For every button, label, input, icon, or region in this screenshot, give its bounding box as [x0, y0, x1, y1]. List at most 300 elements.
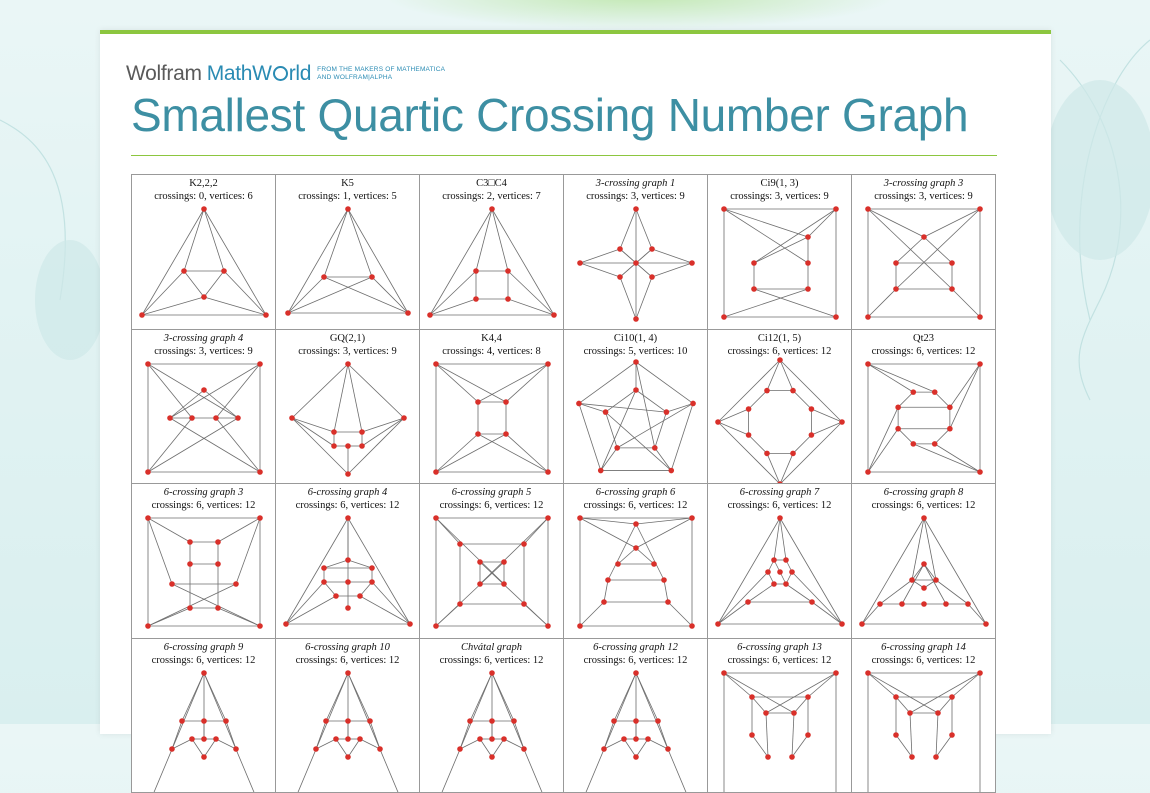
graph-vertex: [893, 286, 899, 292]
graph-title: 6-crossing graph 12: [564, 642, 707, 654]
graph-title: Ci12(1, 5): [708, 333, 851, 345]
graph-edge: [430, 271, 476, 315]
graph-vertex: [377, 746, 383, 752]
graph-edge: [324, 277, 408, 313]
graph-edge: [724, 209, 808, 237]
graph-edge: [808, 209, 836, 237]
graph-cell: [276, 484, 420, 639]
graph-vertex: [789, 569, 795, 575]
graph-vertex: [345, 515, 351, 521]
graph-edge: [749, 435, 767, 453]
graph-vertex: [949, 694, 955, 700]
graph-vertex: [907, 710, 913, 716]
graph-edge: [142, 209, 204, 315]
graph-cell: [132, 175, 276, 330]
graph-stats: crossings: 6, vertices: 12: [276, 500, 419, 512]
graph-vertex: [949, 260, 955, 266]
graph-vertex: [771, 581, 777, 587]
graph-vertex: [783, 557, 789, 563]
graph-vertex: [865, 670, 871, 676]
graph-vertex: [189, 415, 195, 421]
graph-vertex: [689, 623, 695, 629]
graph-vertex: [467, 718, 473, 724]
graph-edge: [470, 673, 492, 721]
graph-vertex: [489, 670, 495, 676]
graph-vertex: [859, 621, 865, 627]
graph-edge: [430, 299, 476, 315]
graph-vertex: [877, 601, 883, 607]
graph-vertex: [345, 736, 351, 742]
graph-edge: [910, 673, 980, 713]
graph-edge: [636, 277, 652, 319]
graph-vertex: [977, 469, 983, 475]
graph-vertex: [977, 206, 983, 212]
graph-vertex: [947, 425, 953, 431]
graph-vertex: [947, 404, 953, 410]
graph-vertex: [169, 581, 175, 587]
graph-cell: [132, 639, 276, 793]
graph-edge: [204, 209, 224, 271]
graph-vertex: [139, 312, 145, 318]
graph-edge: [204, 390, 238, 418]
graph-vertex: [921, 585, 927, 591]
graph-vertex: [764, 387, 770, 393]
graph-edge: [792, 713, 794, 757]
graph-vertex: [633, 718, 639, 724]
graph-vertex: [935, 710, 941, 716]
graph-edge: [668, 602, 692, 626]
graph-vertex: [323, 718, 329, 724]
graph-edge: [288, 209, 348, 313]
graph-stats: crossings: 6, vertices: 12: [420, 500, 563, 512]
graph-vertex: [576, 400, 582, 406]
graph-edge: [580, 518, 636, 524]
background-glow: [380, 0, 900, 30]
graph-edge: [288, 277, 372, 313]
graph-vertex: [521, 541, 527, 547]
graph-vertex: [745, 599, 751, 605]
graph-cell: [564, 639, 708, 793]
graph-edge: [524, 604, 548, 626]
graph-vertex: [690, 400, 696, 406]
graph-stats: crossings: 6, vertices: 12: [708, 346, 851, 358]
graph-edge: [811, 422, 842, 435]
graph-title: 6-crossing graph 14: [852, 642, 995, 654]
graph-vertex: [345, 754, 351, 760]
graph-edge: [292, 418, 334, 446]
graph-vertex: [977, 361, 983, 367]
graph-vertex: [235, 415, 241, 421]
graph-vertex: [689, 515, 695, 521]
graph-edge: [636, 362, 693, 403]
logo-mathworld-text: [207, 62, 311, 86]
graph-edge: [902, 564, 924, 604]
graph-edge: [286, 596, 336, 624]
graph-title: 6-crossing graph 3: [132, 487, 275, 499]
graph-vertex: [545, 361, 551, 367]
graph-vertex: [721, 670, 727, 676]
graph-vertex: [661, 577, 667, 583]
graph-vertex: [233, 746, 239, 752]
graph-vertex: [405, 310, 411, 316]
graph-vertex: [477, 581, 483, 587]
graph-vertex: [221, 268, 227, 274]
graph-vertex: [145, 361, 151, 367]
graph-edge: [868, 364, 913, 392]
graph-edge: [436, 518, 460, 544]
graph-vertex: [633, 670, 639, 676]
graph-edge: [478, 364, 548, 402]
graph-vertex: [457, 541, 463, 547]
graph-vertex: [545, 623, 551, 629]
graph-edge: [896, 735, 912, 757]
graph-title: K4,4: [420, 333, 563, 345]
graph-vertex: [895, 425, 901, 431]
globe-icon: [273, 66, 288, 81]
graph-vertex: [473, 268, 479, 274]
graph-vertex: [433, 623, 439, 629]
graph-edge: [580, 602, 604, 626]
graph-vertex: [601, 599, 607, 605]
graph-edge: [868, 673, 896, 697]
graph-vertex: [313, 746, 319, 752]
graph-edge: [950, 364, 980, 429]
graph-vertex: [331, 429, 337, 435]
graph-edge: [148, 418, 192, 472]
graph-title: 6-crossing graph 7: [708, 487, 851, 499]
graph-edge: [636, 518, 692, 524]
graph-cell: [276, 330, 420, 485]
graph-edge: [172, 584, 260, 626]
graph-cell: [420, 175, 564, 330]
graph-vertex: [501, 581, 507, 587]
graph-cell: [852, 484, 996, 639]
graph-vertex: [333, 593, 339, 599]
graph-vertex: [865, 469, 871, 475]
graph-title: GQ(2,1): [276, 333, 419, 345]
graph-edge: [924, 518, 986, 624]
graph-cell: [564, 175, 708, 330]
graph-edge: [216, 418, 260, 472]
graph-edge: [524, 518, 548, 544]
page-title: Smallest Quartic Crossing Number Graph: [131, 88, 968, 142]
graph-edge: [204, 739, 216, 757]
graph-vertex: [983, 621, 989, 627]
graph-stats: crossings: 6, vertices: 12: [708, 655, 851, 667]
graph-edge: [508, 271, 554, 315]
graph-vertex: [633, 521, 639, 527]
graph-edge: [793, 390, 811, 408]
graph-edge: [655, 447, 671, 470]
graph-vertex: [545, 469, 551, 475]
graph-vertex: [805, 234, 811, 240]
graph-vertex: [263, 312, 269, 318]
graph-edge: [348, 364, 362, 432]
graph-edge: [766, 713, 768, 757]
graph-edge: [620, 209, 636, 249]
graph-vertex: [501, 736, 507, 742]
graph-edge: [636, 739, 648, 757]
graph-edge: [348, 518, 410, 624]
graph-edge: [868, 364, 935, 392]
graph-vertex: [433, 515, 439, 521]
graph-edge: [868, 407, 898, 472]
graph-edge: [508, 299, 554, 315]
graph-vertex: [633, 359, 639, 365]
graph-edge: [935, 392, 950, 407]
graph-edge: [950, 364, 980, 407]
graph-edge: [362, 418, 404, 432]
graph-edge: [774, 518, 780, 560]
graph-title: 3-crossing graph 4: [132, 333, 275, 345]
graph-edge: [752, 697, 766, 713]
graph-vertex: [331, 443, 337, 449]
graph-stats: crossings: 6, vertices: 12: [708, 500, 851, 512]
graph-vertex: [187, 605, 193, 611]
graph-vertex: [655, 718, 661, 724]
graph-vertex: [257, 361, 263, 367]
graph-vertex: [505, 296, 511, 302]
graph-vertex: [921, 515, 927, 521]
graph-edge: [148, 364, 238, 418]
graph-edge: [480, 739, 492, 757]
graph-edge: [334, 364, 348, 432]
graph-edge: [724, 673, 752, 697]
graph-edge: [935, 443, 980, 471]
graph-cell: [852, 639, 996, 793]
logo-wolfram-text: Wolfram: [126, 62, 202, 86]
graph-vertex: [201, 294, 207, 300]
graph-edge: [718, 408, 749, 421]
graph-vertex: [665, 746, 671, 752]
graph-edge: [184, 209, 204, 271]
graph-edge: [614, 673, 636, 721]
graph-vertex: [809, 406, 815, 412]
graph-edge: [148, 518, 172, 584]
graph-vertex: [187, 561, 193, 567]
graph-vertex: [181, 268, 187, 274]
graph-vertex: [805, 694, 811, 700]
graph-vertex: [809, 432, 815, 438]
graph-stats: crossings: 3, vertices: 9: [132, 346, 275, 358]
graph-vertex: [652, 445, 658, 451]
graph-vertex: [665, 599, 671, 605]
graph-edge: [292, 364, 348, 418]
graph-edge: [478, 434, 548, 472]
graph-vertex: [201, 670, 207, 676]
logo-mathworld-pre: MathW: [207, 62, 272, 85]
graph-vertex: [215, 605, 221, 611]
graph-vertex: [633, 260, 639, 266]
graph-vertex: [289, 415, 295, 421]
graph-vertex: [765, 569, 771, 575]
graph-cell: [708, 175, 852, 330]
graph-vertex: [475, 431, 481, 437]
graph-vertex: [771, 557, 777, 563]
graph-edge: [324, 560, 348, 568]
graph-vertex: [633, 387, 639, 393]
graph-edge: [204, 271, 224, 297]
graph-cell: [276, 639, 420, 793]
graph-vertex: [457, 746, 463, 752]
graph-edge: [580, 263, 620, 277]
graph-vertex: [577, 623, 583, 629]
graph-edge: [718, 422, 749, 435]
graph-edge: [808, 673, 836, 697]
graph-vertex: [551, 312, 557, 318]
graph-edge: [868, 673, 938, 713]
graph-edge: [936, 735, 952, 757]
graph-stats: crossings: 1, vertices: 5: [276, 191, 419, 203]
graph-vertex: [145, 469, 151, 475]
graph-edge: [935, 428, 950, 443]
graph-vertex: [215, 539, 221, 545]
graph-vertex: [477, 736, 483, 742]
graph-vertex: [213, 736, 219, 742]
graph-vertex: [633, 545, 639, 551]
graph-vertex: [949, 286, 955, 292]
graph-vertex: [223, 718, 229, 724]
graph-vertex: [145, 623, 151, 629]
graph-edge: [924, 564, 946, 604]
graph-vertex: [369, 579, 375, 585]
graph-edge: [492, 209, 508, 271]
graph-edge: [792, 572, 842, 624]
graph-edge: [880, 580, 912, 604]
graph-edge: [952, 673, 980, 697]
graph-vertex: [751, 286, 757, 292]
graph-stats: crossings: 2, vertices: 7: [420, 191, 563, 203]
graph-vertex: [933, 577, 939, 583]
graph-vertex: [689, 260, 695, 266]
graph-edge: [348, 209, 372, 277]
graph-vertex: [475, 399, 481, 405]
graph-vertex: [910, 441, 916, 447]
graph-edge: [624, 739, 636, 757]
graph-edge: [718, 602, 748, 624]
graph-vertex: [213, 415, 219, 421]
site-logo[interactable]: [126, 62, 445, 86]
graph-edge: [601, 390, 636, 471]
graph-cell: [276, 175, 420, 330]
graph-vertex: [910, 389, 916, 395]
graph-edge: [204, 209, 266, 315]
graph-cell: [564, 330, 708, 485]
graph-stats: crossings: 3, vertices: 9: [276, 346, 419, 358]
graph-title: Qt23: [852, 333, 995, 345]
graph-title: K5: [276, 178, 419, 190]
graph-edge: [780, 360, 842, 422]
graph-vertex: [932, 389, 938, 395]
graph-edge: [652, 249, 692, 263]
graph-vertex: [763, 710, 769, 716]
graph-edge: [868, 209, 924, 237]
graph-stats: crossings: 6, vertices: 12: [276, 655, 419, 667]
graph-cell: [564, 484, 708, 639]
graph-edge: [170, 390, 204, 418]
graph-vertex: [201, 718, 207, 724]
graph-edge: [362, 418, 404, 446]
graph-vertex: [943, 601, 949, 607]
graph-vertex: [839, 621, 845, 627]
graph-vertex: [921, 561, 927, 567]
graph-vertex: [145, 515, 151, 521]
graph-vertex: [664, 409, 670, 415]
graph-vertex: [791, 710, 797, 716]
title-divider: [131, 155, 997, 156]
graph-edge: [749, 390, 767, 408]
graph-stats: crossings: 3, vertices: 9: [564, 191, 707, 203]
graph-stats: crossings: 6, vertices: 12: [564, 500, 707, 512]
graph-edge: [968, 604, 986, 624]
graph-vertex: [721, 314, 727, 320]
graph-vertex: [545, 515, 551, 521]
graph-edge: [292, 418, 334, 432]
graph-edge: [896, 209, 980, 289]
graph-edge: [936, 580, 968, 604]
graph-stats: crossings: 6, vertices: 12: [564, 655, 707, 667]
graph-vertex: [651, 561, 657, 567]
graph-vertex: [369, 565, 375, 571]
graph-edge: [436, 604, 460, 626]
graph-edge: [236, 518, 260, 584]
graph-cell: [708, 639, 852, 793]
graph-edge: [896, 697, 910, 713]
graph-vertex: [809, 599, 815, 605]
graph-vertex: [765, 754, 771, 760]
graph-vertex: [833, 670, 839, 676]
graph-vertex: [715, 621, 721, 627]
graph-vertex: [401, 415, 407, 421]
graph-edge: [636, 548, 654, 564]
graph-vertex: [899, 601, 905, 607]
graph-stats: crossings: 6, vertices: 12: [852, 500, 995, 512]
graph-stats: crossings: 0, vertices: 6: [132, 191, 275, 203]
graph-vertex: [321, 579, 327, 585]
graph-title: 6-crossing graph 10: [276, 642, 419, 654]
graph-edge: [286, 582, 324, 624]
graph-vertex: [473, 296, 479, 302]
graph-edge: [348, 739, 360, 757]
graph-edge: [868, 289, 896, 317]
graph-stats: crossings: 6, vertices: 12: [420, 655, 563, 667]
graph-vertex: [933, 754, 939, 760]
graph-edge: [580, 518, 636, 548]
graph-vertex: [865, 314, 871, 320]
graph-edge: [636, 673, 658, 721]
graph-vertex: [189, 736, 195, 742]
graph-vertex: [633, 206, 639, 212]
graph-vertex: [345, 471, 351, 477]
graph-vertex: [751, 260, 757, 266]
graph-edge: [617, 403, 693, 447]
graph-vertex: [369, 274, 375, 280]
graph-cell: [420, 639, 564, 793]
graph-vertex: [805, 260, 811, 266]
graph-vertex: [921, 234, 927, 240]
graph-edge: [786, 584, 812, 602]
graph-stats: crossings: 3, vertices: 9: [852, 191, 995, 203]
graph-vertex: [839, 419, 845, 425]
graph-vertex: [201, 754, 207, 760]
graph-title: Chvátal graph: [420, 642, 563, 654]
graph-vertex: [783, 581, 789, 587]
graph-vertex: [715, 419, 721, 425]
graph-vertex: [427, 312, 433, 318]
graph-vertex: [633, 736, 639, 742]
graph-vertex: [457, 601, 463, 607]
graph-title: 6-crossing graph 6: [564, 487, 707, 499]
